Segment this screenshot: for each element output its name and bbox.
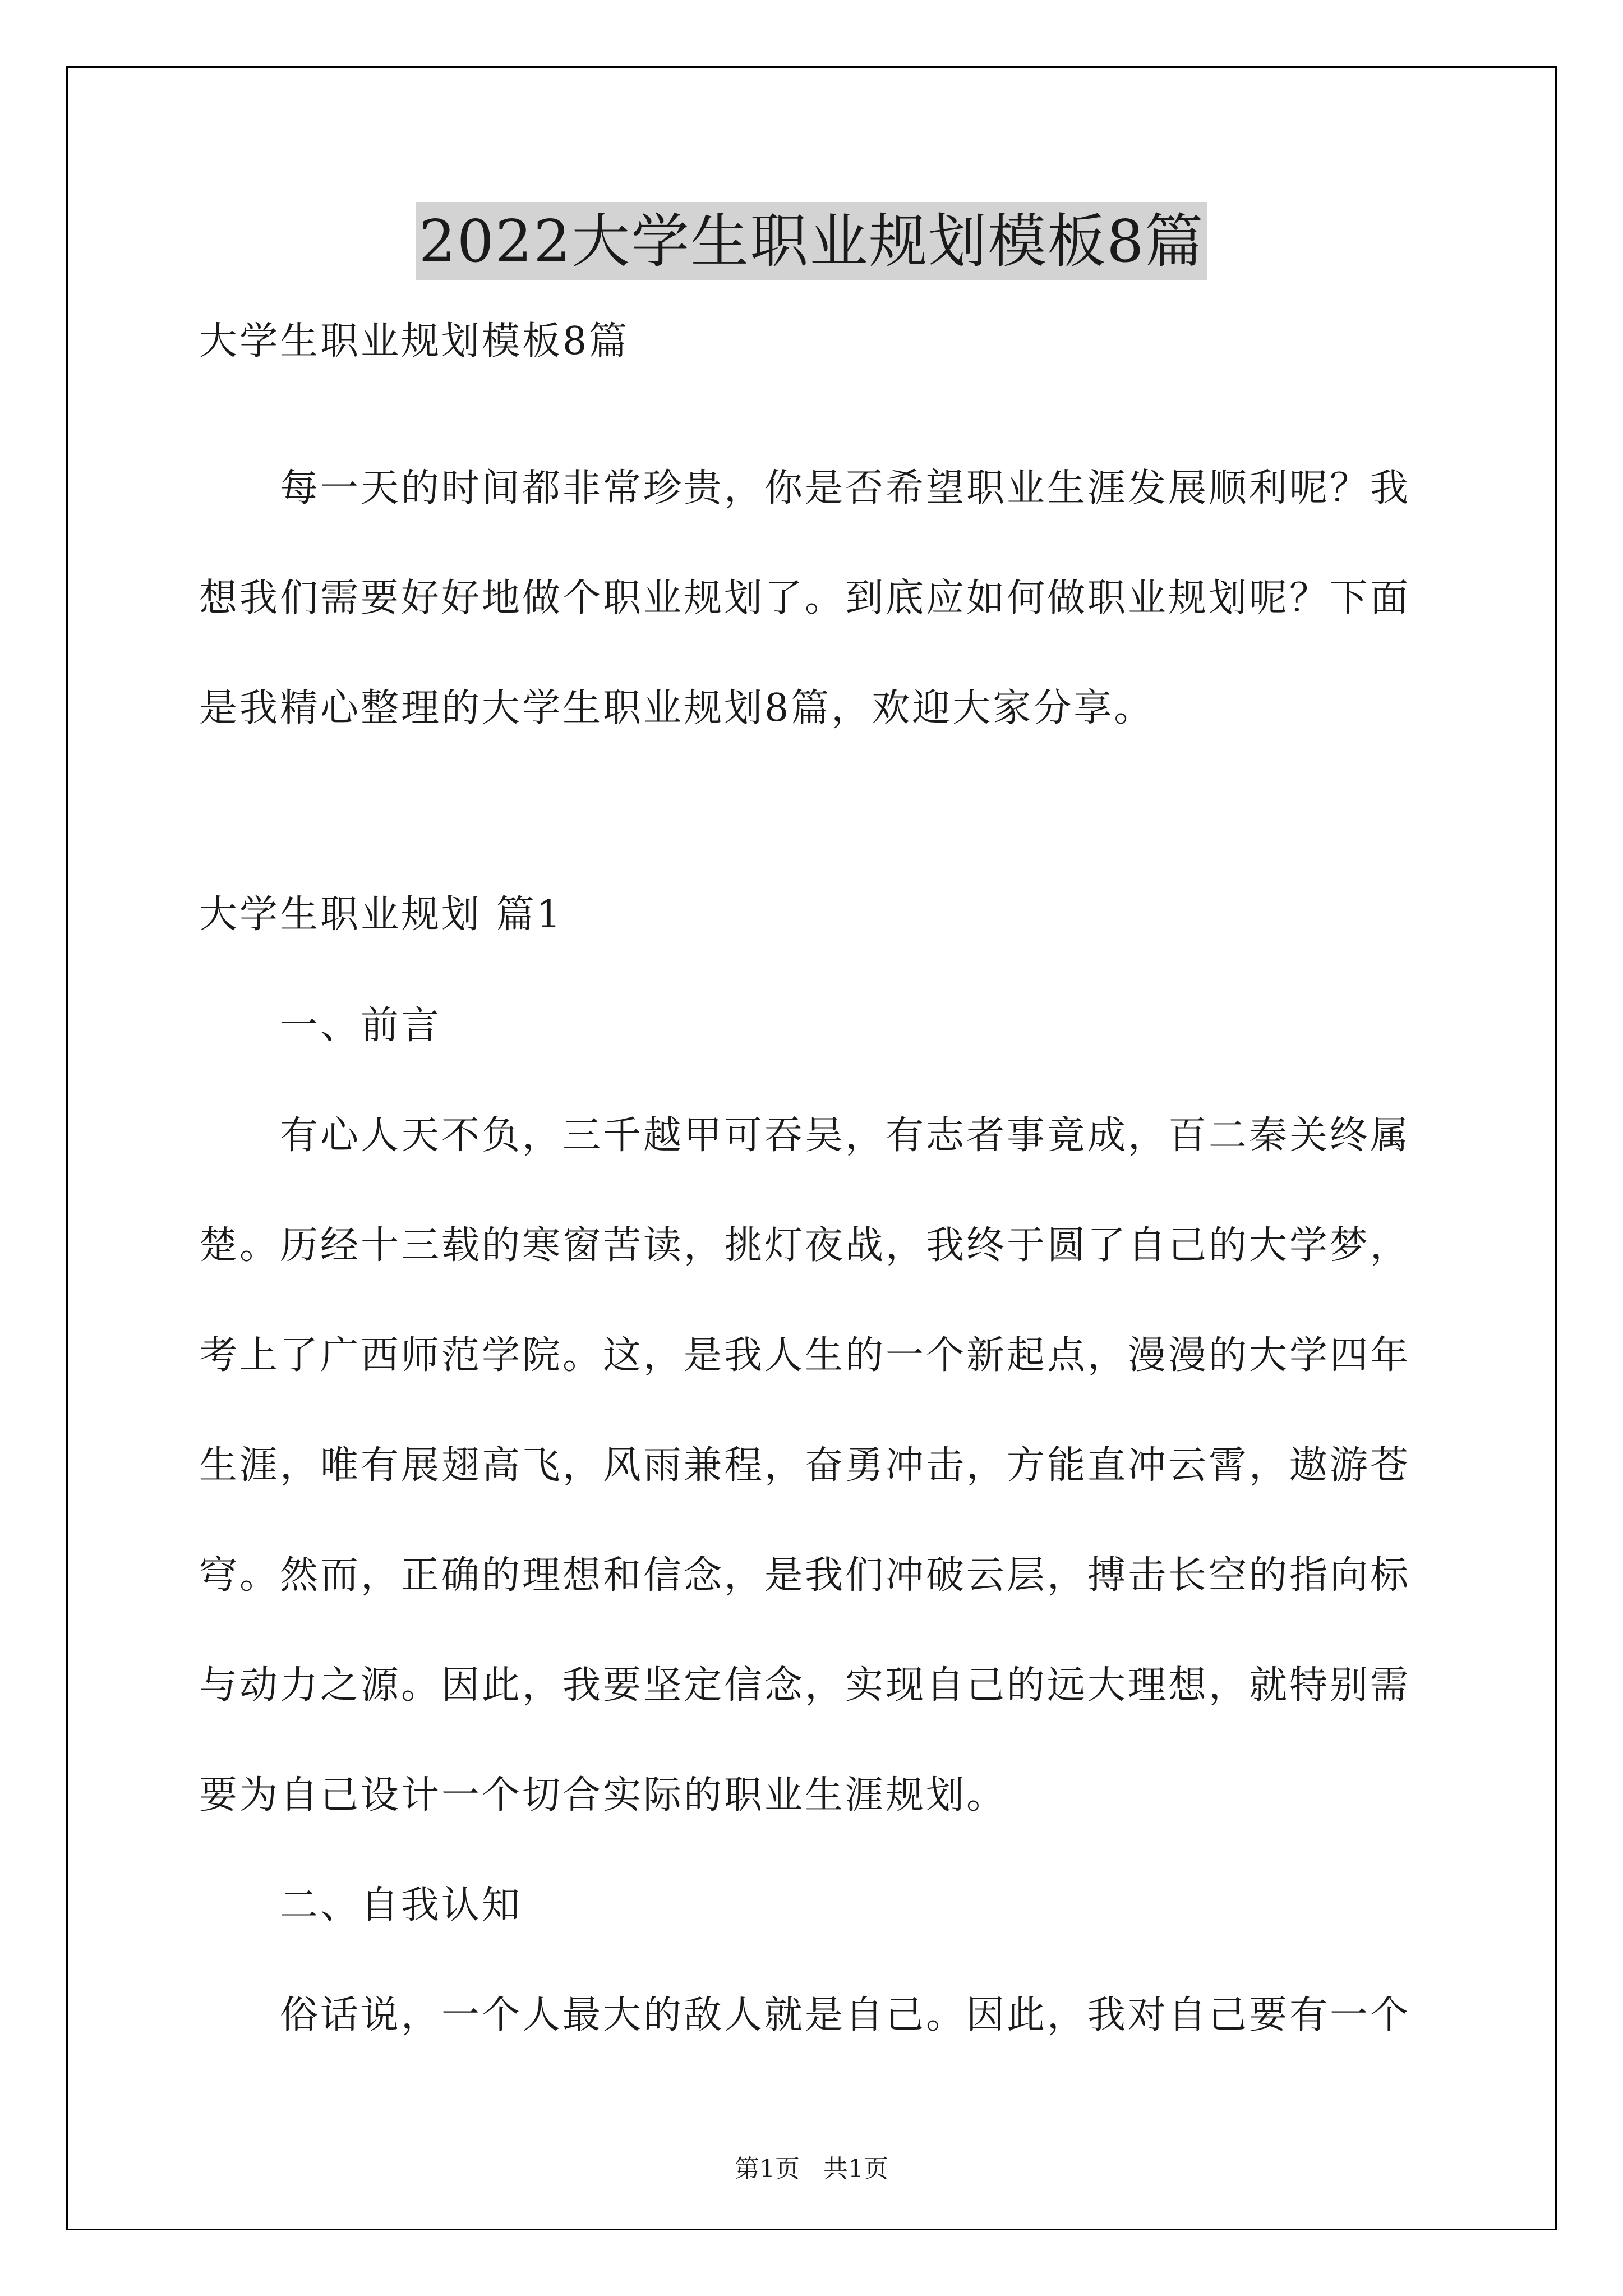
- page-footer: 第1页 共1页: [735, 2155, 888, 2183]
- paragraph-line: 楚。历经十三载的寒窗苦读，挑灯夜战，我终于圆了自己的大学梦，: [199, 1223, 1411, 1268]
- paragraph-line: 俗话说，一个人最大的敌人就是自己。因此，我对自己要有一个: [280, 1993, 1411, 2037]
- paragraph-line: 每一天的时间都非常珍贵，你是否希望职业生涯发展顺利呢？我: [280, 466, 1411, 510]
- document-subtitle: 大学生职业规划模板8篇: [199, 319, 630, 364]
- document-title: 2022大学生职业规划模板8篇: [416, 202, 1208, 280]
- paragraph-line: 考上了广西师范学院。这，是我人生的一个新起点，漫漫的大学四年: [199, 1333, 1411, 1378]
- paragraph-line: 穹。然而，正确的理想和信念，是我们冲破云层，搏击长空的指向标: [199, 1553, 1411, 1598]
- subsection-heading: 二、自我认知: [280, 1883, 523, 1927]
- paragraph-line: 要为自己设计一个切合实际的职业生涯规划。: [199, 1773, 1007, 1818]
- paragraph-line: 与动力之源。因此，我要坚定信念，实现自己的远大理想，就特别需: [199, 1663, 1411, 1708]
- subsection-heading: 一、前言: [280, 1004, 442, 1048]
- paragraph-line: 是我精心整理的大学生职业规划8篇，欢迎大家分享。: [199, 686, 1155, 730]
- paragraph-line: 生涯，唯有展翅高飞，风雨兼程，奋勇冲击，方能直冲云霄，遨游苍: [199, 1443, 1411, 1488]
- paragraph-line: 有心人天不负，三千越甲可吞吴，有志者事竟成，百二秦关终属: [280, 1114, 1411, 1158]
- paragraph-line: 想我们需要好好地做个职业规划了。到底应如何做职业规划呢？下面: [199, 576, 1411, 620]
- title-container: [0, 202, 1623, 280]
- section-heading: 大学生职业规划 篇1: [199, 892, 563, 937]
